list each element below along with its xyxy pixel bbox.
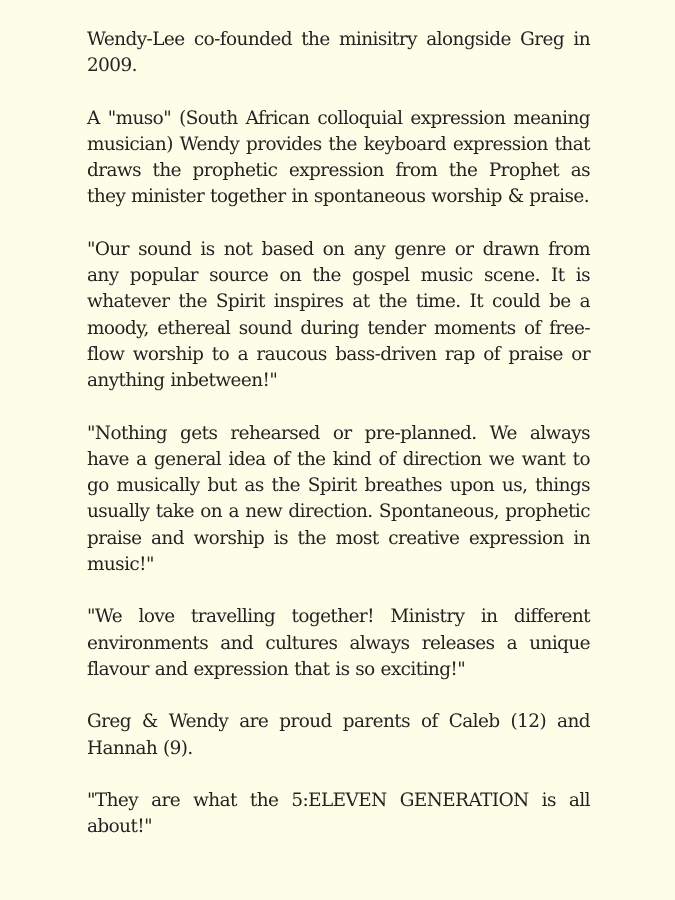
paragraph-sound: "Our sound is not based on any genre or drawn from any popular source on the gospel music scene. It is whatever the Spirit inspires at the time. It could be a moody, ethereal sound during tender moments of free-flow worship to a raucous bass-driven rap of praise or anything inbetween!" <box>87 238 590 392</box>
paragraph-muso: A "muso" (South African colloquial expression meaning musician) Wendy provides the keyboard expression that draws the prophetic expression from the Prophet as they minister together in spontaneous worship & praise. <box>87 107 590 208</box>
paragraph-travelling: "We love travelling together! Ministry in different environments and cultures always releases a unique flavour and expression that is so exciting!" <box>87 606 590 680</box>
paragraph-rehearsal: "Nothing gets rehearsed or pre-planned. We always have a general idea of the kind of direction we want to go musically but as the Spirit breathes upon us, things usually take on a new direction. Spontaneous, prophetic praise and worship is the most creative expression in music!" <box>87 422 590 576</box>
bio-article <box>87 27 590 840</box>
paragraph-cofounder: Wendy-Lee co-founded the minisitry alongside Greg in 2009. <box>87 29 590 77</box>
paragraph-generation: "They are what the 5:ELEVEN GENERATION is all about!" <box>87 789 590 838</box>
paragraph-parents: Greg & Wendy are proud parents of Caleb (12) and Hannah (9). <box>87 711 590 759</box>
